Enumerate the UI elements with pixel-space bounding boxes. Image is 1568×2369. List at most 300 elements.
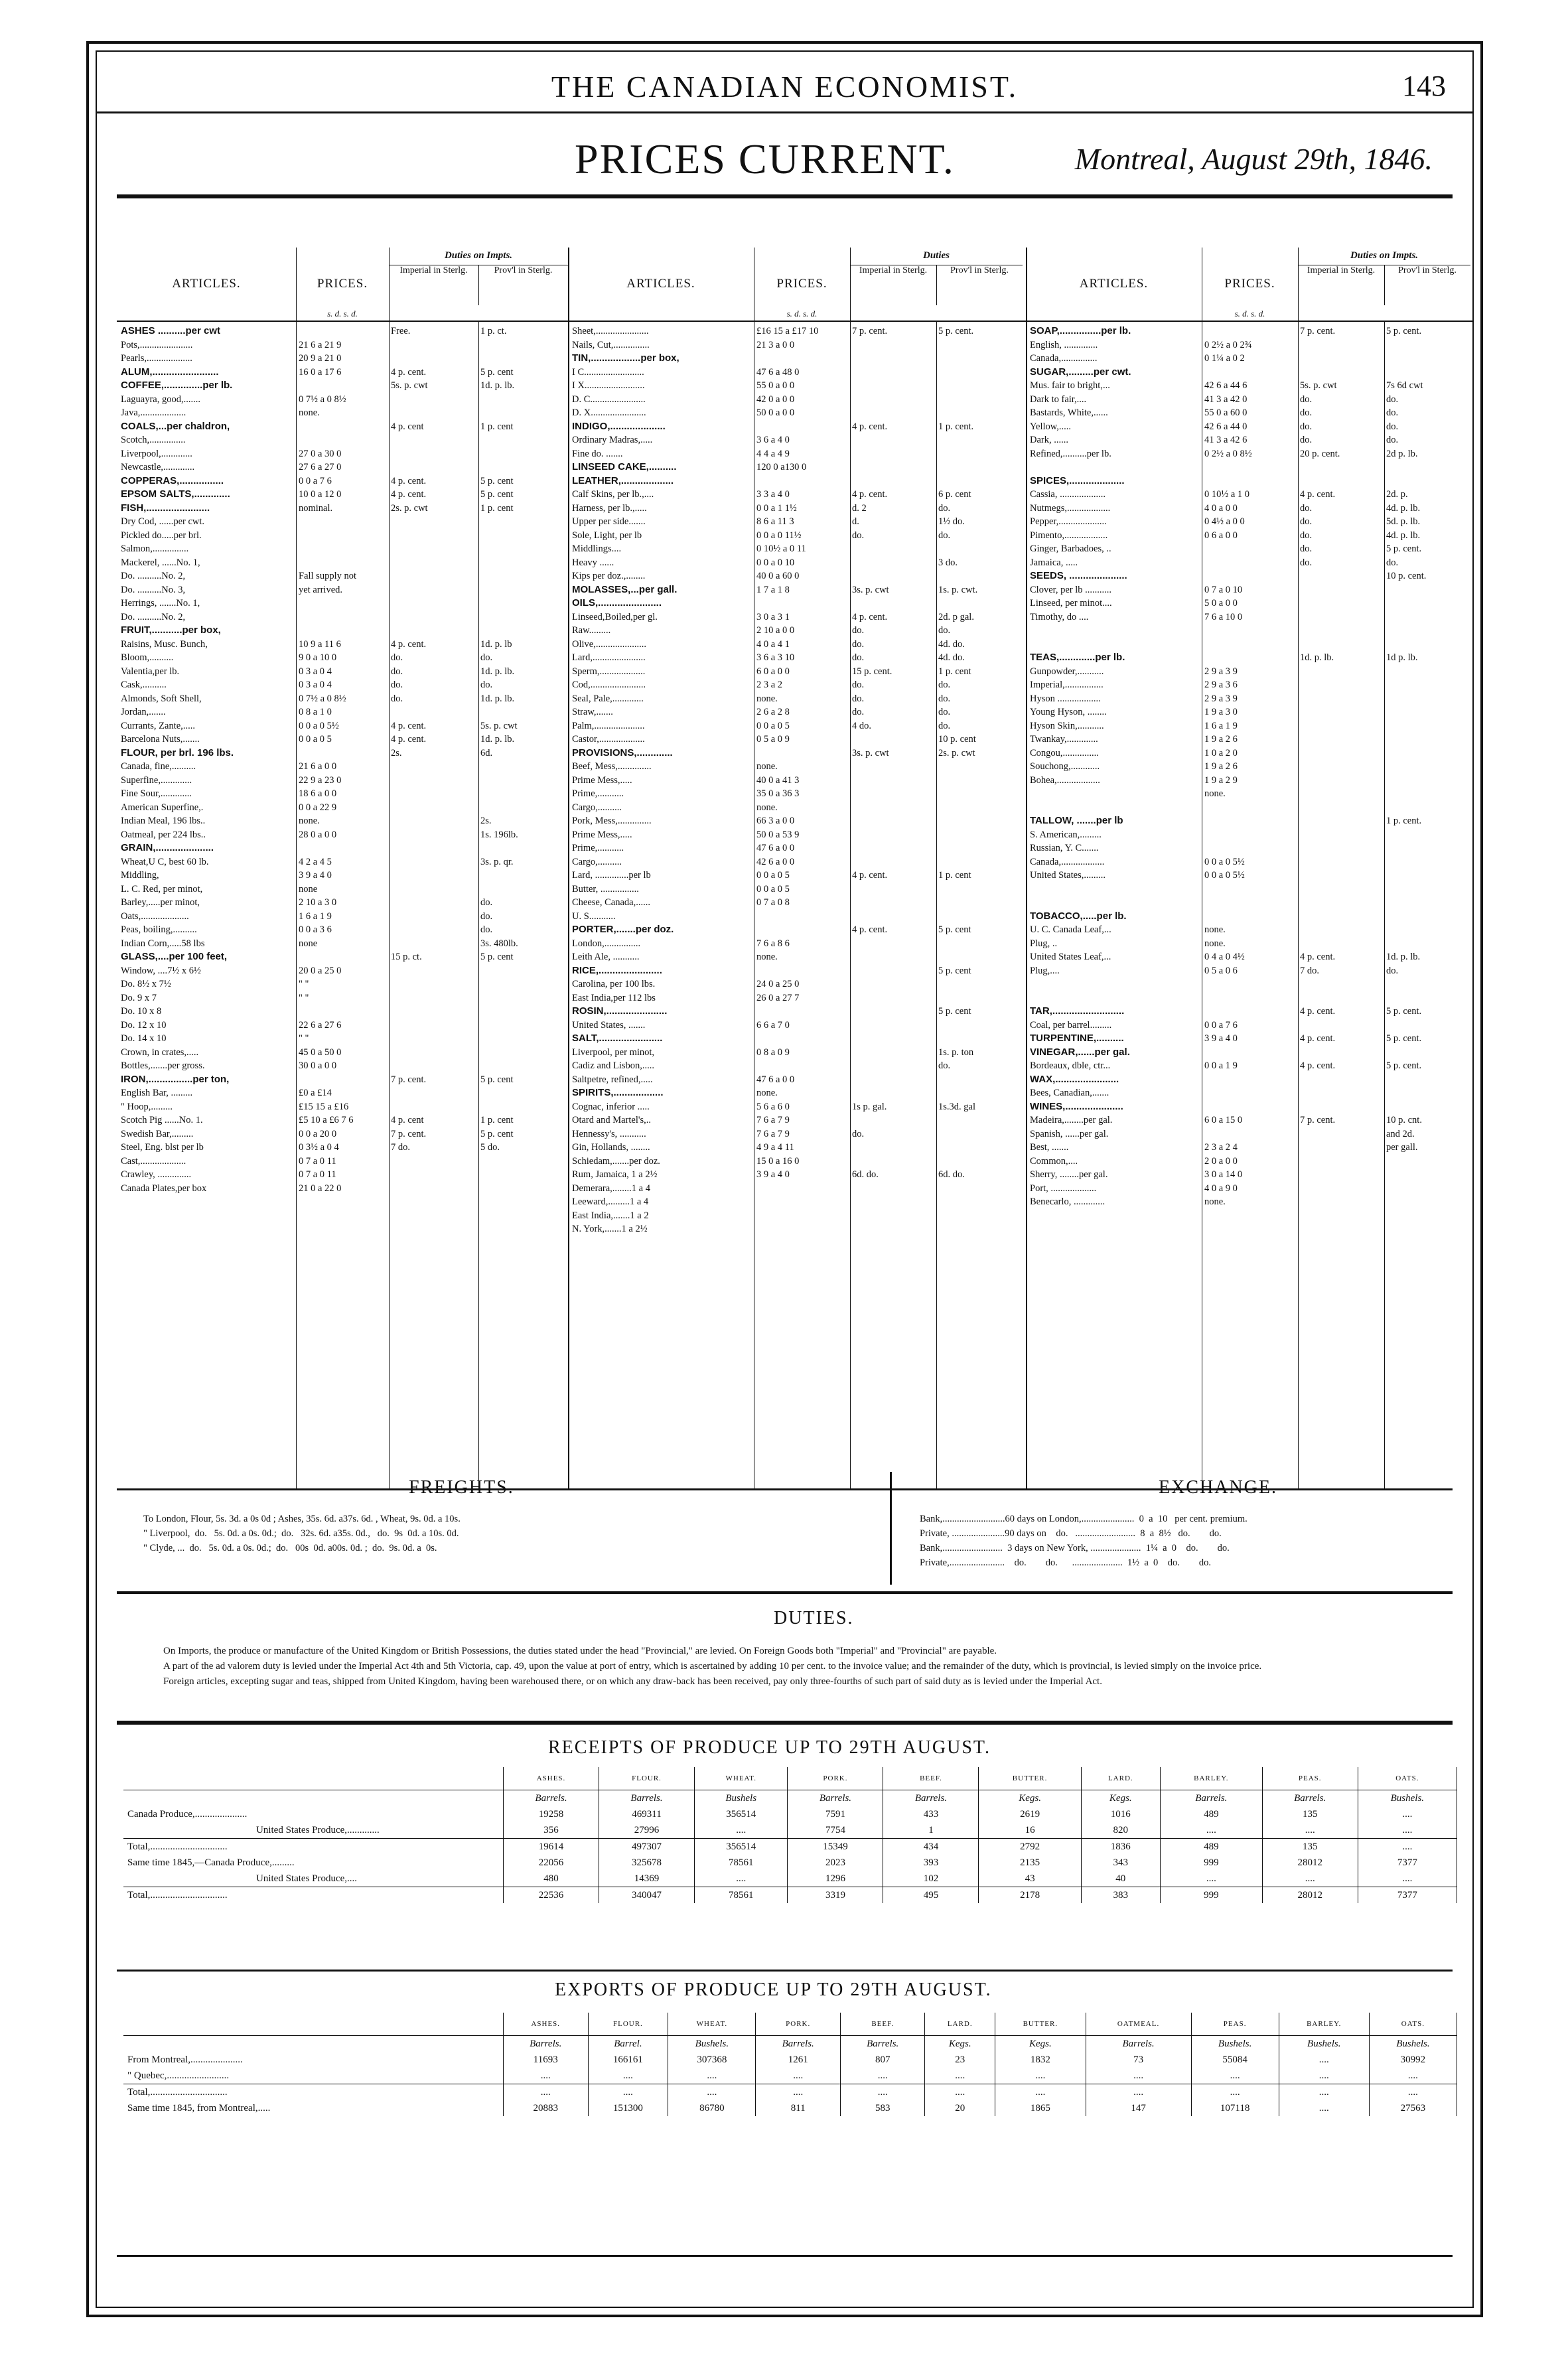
price-value: 47 6 a 0 0 <box>756 843 795 853</box>
provincial-duty: 1d. p. lb. <box>480 666 515 677</box>
imperial-duty: 5s. p. cwt <box>1300 380 1337 391</box>
article-name: IRON,................per ton, <box>121 1073 230 1085</box>
price-row <box>568 841 1026 855</box>
table-cell: Total,............................... <box>123 1839 504 1855</box>
article-name: Kips per doz.,........ <box>572 571 646 581</box>
price-value: 3 6 a 4 0 <box>756 435 790 445</box>
table-row <box>123 1822 1457 1839</box>
article-name: Dark to fair,.... <box>1030 394 1087 405</box>
article-name: SUGAR,.........per cwt. <box>1030 366 1131 378</box>
article-name: WINES,..................... <box>1030 1100 1123 1112</box>
imperial-duty: do. <box>1300 516 1313 527</box>
unit-label: Barrels. <box>756 2036 841 2052</box>
table-cell: 22536 <box>504 1887 599 1904</box>
exchange-block <box>920 1512 1530 1570</box>
article-name: Prime,........... <box>572 843 624 853</box>
price-value: 21 6 a 0 0 <box>299 761 337 772</box>
unit-label: Bushels. <box>1358 1790 1457 1807</box>
provincial-duty: 5 p. cent. <box>938 326 974 336</box>
price-value: 3 9 a 4 0 <box>1204 1033 1238 1044</box>
article-name: OILS,....................... <box>572 597 662 609</box>
table-cell: 151300 <box>588 2100 668 2116</box>
receipts-top-rule <box>117 1721 1453 1725</box>
price-value: 55 0 a 60 0 <box>1204 407 1247 418</box>
imperial-duty: 6d. do. <box>852 1169 879 1180</box>
price-value: none. <box>299 816 320 826</box>
table-cell: .... <box>588 2084 668 2101</box>
column-header: PEAS. <box>1262 1767 1358 1790</box>
price-value: 21 0 a 22 0 <box>299 1183 342 1194</box>
provincial-duty: do. <box>480 652 493 663</box>
price-value: 0 0 a 0 5 <box>756 720 790 731</box>
article-name: Linseed,Boiled,per gl. <box>572 611 658 622</box>
price-value: 0 4½ a 0 0 <box>1204 516 1245 527</box>
column-header: BEEF. <box>840 2013 925 2036</box>
exchange-title: EXCHANGE. <box>1159 1477 1277 1498</box>
article-name: Common,.... <box>1030 1155 1078 1167</box>
table-cell: .... <box>756 2084 841 2101</box>
table-cell: 497307 <box>599 1839 695 1855</box>
page-frame <box>86 41 1483 2317</box>
provincial-duty: 1d. p. lb. <box>480 380 515 391</box>
price-value: 8 6 a 11 3 <box>756 516 794 527</box>
table-cell: United States Produce,............. <box>123 1822 504 1839</box>
price-row <box>568 1168 1026 1182</box>
price-row <box>117 515 568 529</box>
article-name: Canada, fine,.......... <box>121 761 196 772</box>
article-name: Ginger, Barbadoes, .. <box>1030 543 1111 554</box>
article-name: Butter, ................ <box>572 883 639 895</box>
article-name: United States,......... <box>1030 870 1105 881</box>
price-row <box>117 366 568 380</box>
price-row <box>568 624 1026 638</box>
article-name: N. York,.......1 a 2½ <box>572 1224 648 1234</box>
price-value: 0 0 a 0 5½ <box>1204 870 1245 881</box>
table-cell: .... <box>1191 2068 1279 2084</box>
table-cell: .... <box>1279 2100 1369 2116</box>
price-row <box>568 597 1026 610</box>
price-row <box>568 1209 1026 1223</box>
article-name: Saltpetre, refined,..... <box>572 1074 653 1085</box>
article-name: Bees, Canadian,....... <box>1030 1088 1109 1098</box>
provincial-duty: 10 p. cent <box>938 734 976 745</box>
table-cell: 999 <box>1160 1887 1262 1904</box>
table-cell: 1865 <box>995 2100 1086 2116</box>
price-value: 4 0 a 9 0 <box>1204 1183 1238 1194</box>
article-name: Leith Ale, ........... <box>572 952 640 962</box>
header-articles <box>568 248 754 321</box>
provincial-duty: 10 p. cent. <box>1386 571 1427 581</box>
article-name: SPICES,.................... <box>1030 474 1125 486</box>
table-cell: .... <box>1160 1871 1262 1887</box>
price-value: 10 0 a 12 0 <box>299 489 342 500</box>
price-value: 0 0 a 0 5 <box>756 870 790 881</box>
price-value: 0 7½ a 0 8½ <box>299 394 346 405</box>
price-value: 18 6 a 0 0 <box>299 788 337 799</box>
table-row <box>123 1806 1457 1822</box>
provincial-duty: and 2d. <box>1386 1128 1415 1139</box>
provincial-duty: 5 p. cent. <box>1386 1006 1422 1017</box>
column-header: LARD. <box>1081 1767 1160 1790</box>
article-name: L. C. Red, per minot, <box>121 883 203 895</box>
imperial-duty: do. <box>852 530 865 541</box>
article-name: Oats,.................... <box>121 910 189 922</box>
price-value: 2 3 a 2 4 <box>1204 1142 1238 1153</box>
article-name: U. C. Canada Leaf,... <box>1030 924 1111 935</box>
imperial-duty: 4 p. cent. <box>1300 952 1336 962</box>
price-value: 4 4 a 4 9 <box>756 448 790 459</box>
price-rows <box>117 324 568 1488</box>
table-cell: 356514 <box>695 1839 788 1855</box>
column-header <box>1026 248 1474 322</box>
article-name: I C......................... <box>572 366 644 378</box>
article-name: Laguayra, good,....... <box>121 394 200 405</box>
article-name: Liverpool, per minot, <box>572 1046 655 1058</box>
article-name: MOLASSES,...per gall. <box>572 583 677 595</box>
price-row <box>117 1100 568 1114</box>
price-row <box>568 1005 1026 1019</box>
table-cell: 19614 <box>504 1839 599 1855</box>
price-row <box>568 977 1026 991</box>
table-cell: 73 <box>1086 2052 1191 2068</box>
provincial-duty: do. <box>480 897 493 908</box>
imperial-duty: 4 p. cent. <box>852 421 888 432</box>
price-value: 26 0 a 27 7 <box>756 992 800 1003</box>
price-row <box>117 1127 568 1141</box>
article-name: Cadiz and Lisbon,..... <box>572 1060 655 1071</box>
article-name: Congou,............... <box>1030 747 1099 758</box>
table-cell: 43 <box>979 1871 1081 1887</box>
article-name: Hyson .................. <box>1030 693 1101 704</box>
price-row <box>568 1182 1026 1196</box>
prices-label: PRICES. <box>317 277 368 291</box>
column-header: BUTTER. <box>995 2013 1086 2036</box>
units-label: s. d. s. d. <box>1234 309 1265 319</box>
table-cell: 999 <box>1160 1855 1262 1871</box>
table-cell: .... <box>995 2084 1086 2101</box>
units-row <box>123 1790 1457 1807</box>
table-cell: " Quebec,......................... <box>123 2068 504 2084</box>
freights-block <box>143 1512 840 1555</box>
prices-label: PRICES. <box>1224 277 1275 291</box>
article-name: S. American,......... <box>1030 829 1102 840</box>
provincial-duty: 1 p. ct. <box>480 326 507 336</box>
price-value: 41 3 a 42 6 <box>1204 435 1247 445</box>
price-value: 1 7 a 1 8 <box>756 584 790 595</box>
price-value: 42 6 a 0 0 <box>756 856 795 867</box>
unit-label: Barrels. <box>1086 2036 1191 2052</box>
article-name: Palm,..................... <box>572 720 645 731</box>
article-name: Do. ..........No. 3, <box>121 584 186 595</box>
article-name: Imperial,................ <box>1030 680 1104 690</box>
article-name: COPPERAS,................ <box>121 474 224 486</box>
article-name: Plug,.... <box>1030 965 1060 976</box>
provincial-duty: 5 p. cent. <box>1386 1033 1422 1044</box>
price-row <box>568 1059 1026 1073</box>
price-row <box>117 774 568 788</box>
article-name: Do. 8½ x 7½ <box>121 979 171 989</box>
table-row <box>123 1855 1457 1871</box>
article-name: EPSOM SALTS,............. <box>121 488 230 500</box>
price-row <box>568 1155 1026 1169</box>
article-name: Timothy, do .... <box>1030 611 1089 622</box>
article-name: Gunpowder,........... <box>1030 666 1104 677</box>
article-name: Crown, in crates,..... <box>121 1046 199 1058</box>
price-value: 1 0 a 2 0 <box>1204 747 1238 758</box>
table-cell: 2023 <box>788 1855 883 1871</box>
price-row <box>568 937 1026 951</box>
price-column-2 <box>568 248 1027 1488</box>
provincial-duty: per gall. <box>1386 1142 1418 1153</box>
article-name: Raw......... <box>572 625 611 636</box>
provincial-duty: 2d. p gal. <box>938 611 974 622</box>
price-row <box>117 828 568 842</box>
price-row <box>568 923 1026 937</box>
imperial-duty: 4 p. cent. <box>391 475 427 486</box>
price-value: none. <box>756 1088 778 1098</box>
imperial-duty: 4 p. cent. <box>1300 1033 1336 1044</box>
imperial-duty: do. <box>852 707 865 717</box>
freight-line: To London, Flour, 5s. 3d. a 0s 0d ; Ashes, 35s. 6d. a37s. 6d. , Wheat, 9s. 0d. a 10s. <box>143 1514 461 1524</box>
article-name: Cask,.......... <box>121 680 167 690</box>
article-name: American Superfine,. <box>121 802 204 813</box>
price-row <box>1026 964 1474 978</box>
duties-title: DUTIES. <box>774 1608 854 1628</box>
article-name: Bohea,.................. <box>1030 774 1100 786</box>
provincial-duty: 4d. do. <box>938 638 965 650</box>
article-name: Gin, Hollands, ........ <box>572 1142 650 1153</box>
price-row <box>1026 1168 1474 1182</box>
article-name: SEEDS, ..................... <box>1030 570 1127 581</box>
table-cell: .... <box>1262 1871 1358 1887</box>
table-cell: 434 <box>883 1839 979 1855</box>
journal-title: THE CANADIAN ECONOMIST. <box>551 70 1019 104</box>
article-name: GRAIN,..................... <box>121 842 214 853</box>
price-value: 2 9 a 3 9 <box>1204 666 1238 677</box>
price-row <box>1026 950 1474 964</box>
price-row <box>1026 1113 1474 1127</box>
table-cell: 135 <box>1262 1806 1358 1822</box>
table-cell: 2178 <box>979 1887 1081 1904</box>
article-name: Straw,....... <box>572 707 613 717</box>
provincial-duty: 1 p. cent <box>480 502 514 514</box>
article-name: Heavy ...... <box>572 557 614 568</box>
price-row <box>568 556 1026 570</box>
table-cell: 811 <box>756 2100 841 2116</box>
price-value: 28 0 a 0 0 <box>299 829 337 840</box>
price-row <box>117 502 568 516</box>
imperial-duty: do. <box>852 693 865 704</box>
price-row <box>568 910 1026 924</box>
price-row <box>568 705 1026 719</box>
price-value: 2 0 a 0 0 <box>1204 1155 1238 1167</box>
imperial-duty: 4 p. cent. <box>1300 1060 1336 1071</box>
price-row <box>117 760 568 774</box>
price-value: none. <box>756 952 778 962</box>
provincial-duty: 5 p. cent <box>938 924 971 935</box>
imperial-label: Imperial in Sterlg. <box>1298 265 1385 305</box>
price-row <box>117 787 568 801</box>
imperial-duty: 15 p. ct. <box>391 952 422 962</box>
table-cell: .... <box>695 1871 788 1887</box>
price-row <box>1026 515 1474 529</box>
price-row <box>1026 977 1474 991</box>
provincial-label: Prov'l in Sterlg. <box>1384 265 1470 305</box>
article-name: Lard,...................... <box>572 652 646 663</box>
price-value: 0 3½ a 0 4 <box>299 1142 339 1153</box>
unit-label: Barrels. <box>504 2036 589 2052</box>
table-cell: .... <box>1279 2068 1369 2084</box>
provincial-duty: do. <box>480 924 493 935</box>
price-value: none. <box>756 693 778 704</box>
unit-label: Bushels. <box>1369 2036 1457 2052</box>
imperial-duty: 1s p. gal. <box>852 1101 887 1112</box>
price-row <box>568 678 1026 692</box>
article-name: Indian Corn,.....58 lbs <box>121 938 205 949</box>
article-name: TOBACCO,.....per lb. <box>1030 910 1127 922</box>
price-row <box>117 324 568 338</box>
article-name: Sherry, ........per gal. <box>1030 1169 1108 1180</box>
article-name: I X......................... <box>572 380 645 391</box>
article-name: Salmon,............... <box>121 543 189 554</box>
table-cell: 2135 <box>979 1855 1081 1871</box>
price-value: 42 6 a 44 0 <box>1204 421 1247 432</box>
provincial-duty: 4d. p. lb. <box>1386 530 1421 541</box>
provincial-duty: do. <box>938 693 951 704</box>
imperial-duty: 4 p. cent <box>391 1115 424 1125</box>
price-row <box>568 1073 1026 1087</box>
table-cell: .... <box>504 2068 589 2084</box>
provincial-duty: do. <box>1386 394 1399 405</box>
provincial-duty: 1s. p. cwt. <box>938 584 978 595</box>
article-name: Nutmegs,.................. <box>1030 502 1111 514</box>
article-name: Pimento,.................. <box>1030 530 1108 541</box>
imperial-duty: 7 p. cent. <box>391 1074 427 1085</box>
table-cell: 583 <box>840 2100 925 2116</box>
price-row <box>568 1222 1026 1236</box>
price-value: 50 0 a 0 0 <box>756 407 795 418</box>
column-header: ASHES. <box>504 1767 599 1790</box>
price-row <box>568 338 1026 352</box>
article-name: Souchong,............ <box>1030 761 1100 772</box>
price-row <box>117 1086 568 1100</box>
price-value: none. <box>756 802 778 813</box>
provincial-duty: do. <box>1386 407 1399 418</box>
price-row <box>1026 447 1474 461</box>
price-value: " " <box>299 979 309 989</box>
provincial-duty: 4d. p. lb. <box>1386 502 1421 514</box>
table-row <box>123 1871 1457 1887</box>
article-name: Canada,............... <box>1030 353 1098 364</box>
table-cell: United States Produce,.... <box>123 1871 504 1887</box>
price-value: 0 7 a 0 8 <box>756 897 790 908</box>
column-header: WHEAT. <box>695 1767 788 1790</box>
table-cell: 20883 <box>504 2100 589 2116</box>
column-header: FLOUR. <box>599 1767 695 1790</box>
imperial-duty: 4 p. cent. <box>852 870 888 881</box>
article-name: Twankay,............. <box>1030 734 1098 745</box>
price-row <box>1026 569 1474 583</box>
article-name: U. S........... <box>572 910 616 922</box>
price-row <box>1026 1100 1474 1114</box>
table-cell: .... <box>1191 2084 1279 2101</box>
price-row <box>1026 1182 1474 1196</box>
price-value: 0 0 a 7 6 <box>1204 1019 1238 1031</box>
table-cell: 820 <box>1081 1822 1160 1839</box>
imperial-duty: do. <box>391 666 403 677</box>
provincial-label: Prov'l in Sterlg. <box>478 265 568 305</box>
price-value: 9 0 a 10 0 <box>299 652 337 663</box>
price-value: £16 15 a £17 10 <box>756 326 819 336</box>
price-row <box>568 393 1026 407</box>
price-row <box>117 556 568 570</box>
article-name: FRUIT,...........per box, <box>121 624 221 636</box>
table-cell: .... <box>668 2068 756 2084</box>
article-name: Do. ..........No. 2, <box>121 611 186 622</box>
provincial-duty: 3 do. <box>938 557 958 568</box>
price-value: 2 10 a 3 0 <box>299 897 337 908</box>
price-row <box>117 597 568 610</box>
price-row <box>117 910 568 924</box>
price-row <box>117 1019 568 1033</box>
price-value: 0 0 a 0 5 <box>299 734 332 745</box>
article-name: PORTER,.......per doz. <box>572 924 674 935</box>
price-row <box>568 379 1026 393</box>
table-cell: 2792 <box>979 1839 1081 1855</box>
article-name: Sperm,................... <box>572 666 646 677</box>
provincial-duty: do. <box>1386 435 1399 445</box>
imperial-duty: do. <box>391 693 403 704</box>
price-row <box>568 488 1026 502</box>
price-value: none <box>299 938 318 949</box>
price-row <box>1026 597 1474 610</box>
price-row <box>117 474 568 488</box>
price-value: 7 6 a 8 6 <box>756 938 790 949</box>
price-row <box>117 719 568 733</box>
unit-label: Barrels. <box>599 1790 695 1807</box>
imperial-duty: 3s. p. cwt <box>852 584 889 595</box>
imperial-duty: do. <box>1300 435 1313 445</box>
provincial-duty: do. <box>1386 557 1399 568</box>
article-name: Window, ....7½ x 6½ <box>121 965 201 976</box>
price-value: 3 0 a 3 1 <box>756 611 790 622</box>
header-prices <box>296 248 390 321</box>
price-row <box>568 529 1026 543</box>
price-row <box>117 420 568 434</box>
price-row <box>117 583 568 597</box>
table-cell: .... <box>1262 1822 1358 1839</box>
article-name: English Bar, ......... <box>121 1088 193 1098</box>
provincial-duty: 1 p. cent <box>480 421 514 432</box>
price-row <box>568 1046 1026 1060</box>
table-cell: 495 <box>883 1887 979 1904</box>
article-name: Seal, Pale,............. <box>572 693 644 704</box>
price-value: 2 10 a 0 0 <box>756 625 795 636</box>
price-value: 2 6 a 2 8 <box>756 707 790 717</box>
provincial-duty: 1½ do. <box>938 516 965 527</box>
price-value: 0 0 a 0 5½ <box>1204 856 1245 867</box>
price-row <box>568 991 1026 1005</box>
column-header: PORK. <box>756 2013 841 2036</box>
price-row <box>568 883 1026 897</box>
price-row <box>1026 324 1474 338</box>
price-value: 7 6 a 7 9 <box>756 1115 790 1125</box>
article-name: FLOUR, per brl. 196 lbs. <box>121 747 234 758</box>
article-name: TAR,.......................... <box>1030 1005 1125 1017</box>
price-row <box>1026 774 1474 788</box>
table-cell: 23 <box>925 2052 995 2068</box>
provincial-duty: 5 p. cent. <box>1386 1060 1422 1071</box>
